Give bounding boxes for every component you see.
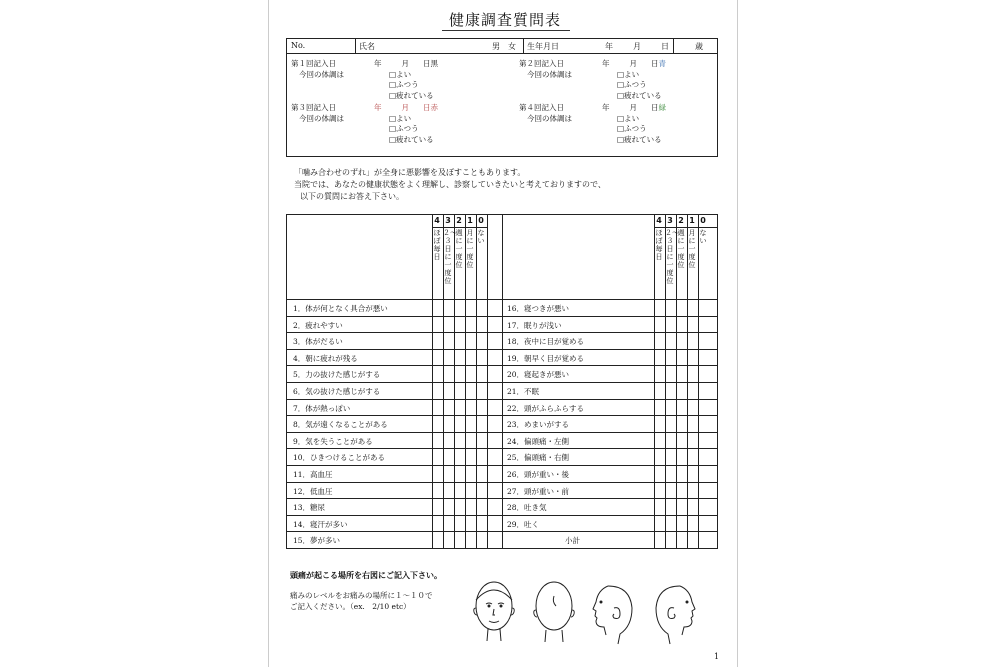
answer-cell[interactable]	[454, 515, 465, 532]
answer-cell[interactable]	[432, 299, 443, 316]
answer-cell[interactable]	[454, 482, 465, 499]
answer-cell[interactable]	[432, 531, 443, 548]
answer-cell[interactable]	[476, 482, 487, 499]
answer-cell[interactable]	[654, 332, 665, 349]
answer-cell[interactable]	[443, 515, 454, 532]
answer-cell[interactable]	[465, 365, 476, 382]
questionnaire-table	[286, 214, 718, 549]
question-item: 2．疲れやすい	[293, 320, 343, 330]
answer-cell[interactable]	[687, 399, 698, 416]
answer-cell[interactable]	[698, 349, 709, 366]
answer-cell[interactable]	[476, 382, 487, 399]
answer-cell[interactable]	[465, 482, 476, 499]
answer-cell[interactable]	[443, 465, 454, 482]
patient-info-row	[287, 39, 717, 54]
answer-cell[interactable]	[698, 399, 709, 416]
question-item: 7．体が熱っぽい	[293, 403, 351, 413]
question-item: 25．偏頭痛・右側	[507, 453, 570, 463]
right-score-number: 3	[667, 216, 673, 225]
condition-option[interactable]: □ 疲れている	[291, 91, 438, 102]
answer-cell[interactable]	[465, 465, 476, 482]
answer-cell[interactable]	[476, 465, 487, 482]
question-item: 13．糖尿	[293, 503, 326, 513]
row-divider	[287, 399, 717, 400]
answer-cell[interactable]	[443, 482, 454, 499]
answer-cell[interactable]	[698, 432, 709, 449]
answer-cell[interactable]	[476, 299, 487, 316]
left-score-label: 月に一度位	[466, 229, 474, 269]
answer-cell[interactable]	[676, 382, 687, 399]
answer-cell[interactable]	[454, 432, 465, 449]
condition-option[interactable]: □ よい	[519, 114, 666, 125]
answer-cell[interactable]	[698, 332, 709, 349]
answer-cell[interactable]	[676, 498, 687, 515]
row-divider	[287, 382, 717, 383]
answer-cell[interactable]	[676, 316, 687, 333]
answer-cell[interactable]	[654, 365, 665, 382]
left-score-label: ない	[477, 229, 485, 245]
answer-cell[interactable]	[432, 432, 443, 449]
row-divider	[287, 482, 717, 483]
divider	[673, 39, 674, 53]
answer-cell[interactable]	[687, 432, 698, 449]
left-score-number: 2	[456, 216, 462, 225]
left-score-number: 1	[467, 216, 473, 225]
question-item: 17．眠りが浅い	[507, 320, 562, 330]
answer-cell[interactable]	[676, 332, 687, 349]
row-divider	[287, 316, 717, 317]
right-score-label: 月に一度位	[688, 229, 696, 269]
answer-cell[interactable]	[665, 316, 676, 333]
answer-cell[interactable]	[454, 349, 465, 366]
right-score-label: ない	[699, 229, 707, 245]
question-item: 15．夢が多い	[293, 536, 341, 546]
divider	[523, 39, 524, 53]
condition-option[interactable]: □ 疲れている	[519, 135, 666, 146]
answer-cell[interactable]	[465, 316, 476, 333]
question-item: 9．気を失うことがある	[293, 436, 373, 446]
answer-cell[interactable]	[687, 299, 698, 316]
record-label: 第４回記入日	[519, 103, 564, 112]
answer-cell[interactable]	[465, 415, 476, 432]
question-item: 23．めまいがする	[507, 420, 570, 430]
row-divider	[287, 349, 717, 350]
question-item: 21．不眠	[507, 387, 540, 396]
answer-cell[interactable]	[687, 448, 698, 465]
answer-cell[interactable]	[687, 349, 698, 366]
answer-cell[interactable]	[443, 415, 454, 432]
condition-option[interactable]: □ ふつう	[519, 124, 666, 135]
question-item: 26．頭が重い・後	[507, 470, 570, 479]
question-item: 11．高血圧	[293, 470, 333, 479]
right-score-number: 4	[656, 216, 662, 225]
answer-cell[interactable]	[443, 332, 454, 349]
head-back-icon	[534, 582, 575, 642]
question-item: 8．気が遠くなることがある	[293, 420, 388, 430]
answer-cell[interactable]	[698, 316, 709, 333]
question-item: 19．朝早く目が覚める	[507, 353, 585, 363]
answer-cell[interactable]	[665, 448, 676, 465]
birth-day-label: 日	[661, 42, 669, 51]
right-score-number: 2	[678, 216, 684, 225]
left-score-number: 3	[445, 216, 451, 225]
head-left-profile-icon	[656, 586, 695, 644]
day-label: 日	[651, 59, 659, 68]
answer-cell[interactable]	[432, 365, 443, 382]
answer-cell[interactable]	[687, 515, 698, 532]
row-divider	[287, 299, 717, 300]
answer-cell[interactable]	[654, 448, 665, 465]
row-divider	[287, 448, 717, 449]
birthdate-label: 生年月日	[527, 42, 559, 51]
answer-cell[interactable]	[476, 432, 487, 449]
year-label: 年	[602, 103, 610, 112]
no-label: No.	[291, 41, 306, 50]
year-label: 年	[374, 59, 382, 68]
answer-cell[interactable]	[687, 498, 698, 515]
intro-line: 「噛み合わせのずれ」が全身に悪影響を及ぼすこともあります。	[294, 168, 526, 177]
answer-cell[interactable]	[454, 465, 465, 482]
answer-cell[interactable]	[443, 531, 454, 548]
answer-cell[interactable]	[476, 531, 487, 548]
answer-cell[interactable]	[665, 498, 676, 515]
question-item: 14．寝汗が多い	[293, 519, 348, 529]
answer-cell[interactable]	[687, 482, 698, 499]
question-item: 3．体がだるい	[293, 337, 343, 347]
answer-cell[interactable]	[654, 498, 665, 515]
answer-cell[interactable]	[443, 448, 454, 465]
question-item: 29．吐く	[507, 519, 540, 529]
answer-cell[interactable]	[432, 482, 443, 499]
answer-cell[interactable]	[476, 399, 487, 416]
left-score-number: 4	[434, 216, 440, 225]
answer-cell[interactable]	[465, 498, 476, 515]
answer-cell[interactable]	[665, 432, 676, 449]
row-divider	[287, 465, 717, 466]
condition-option[interactable]: □ よい	[291, 114, 438, 125]
note-line: ご記入ください。（ex. 2/10 etc）	[290, 602, 411, 611]
record-3	[291, 103, 438, 145]
condition-option[interactable]: □ ふつう	[519, 80, 666, 91]
answer-cell[interactable]	[665, 365, 676, 382]
birth-month-label: 月	[633, 42, 641, 51]
answer-cell[interactable]	[443, 498, 454, 515]
answer-cell[interactable]	[443, 365, 454, 382]
answer-cell[interactable]	[454, 399, 465, 416]
condition-option[interactable]: □ ふつう	[291, 124, 438, 135]
note-line: 痛みのレベルをお痛みの場所に１〜１０で	[290, 591, 433, 600]
answer-cell[interactable]	[432, 448, 443, 465]
right-score-label: ２〜３日に一度位	[665, 229, 679, 285]
answer-cell[interactable]	[698, 515, 709, 532]
answer-cell[interactable]	[454, 382, 465, 399]
right-score-label: ほぼ毎日	[655, 229, 663, 261]
answer-cell[interactable]	[665, 415, 676, 432]
ink-color: 緑	[658, 103, 666, 112]
right-score-label: 週に一度位	[677, 229, 685, 269]
answer-cell[interactable]	[454, 299, 465, 316]
answer-cell[interactable]	[432, 515, 443, 532]
answer-cell[interactable]	[476, 498, 487, 515]
question-item: 10．ひきつけることがある	[293, 453, 386, 463]
score-header-line	[654, 227, 717, 228]
male-option[interactable]: 男	[492, 42, 500, 51]
answer-cell[interactable]	[654, 482, 665, 499]
day-label: 日	[423, 103, 431, 112]
patient-info-box	[286, 38, 718, 157]
answer-cell[interactable]	[432, 349, 443, 366]
question-item: 16．寝つきが悪い	[507, 304, 570, 313]
record-4	[519, 103, 666, 145]
month-label: 月	[401, 59, 409, 68]
answer-cell[interactable]	[432, 382, 443, 399]
answer-cell[interactable]	[665, 349, 676, 366]
answer-cell[interactable]	[676, 365, 687, 382]
day-label: 日	[423, 59, 431, 68]
answer-cell[interactable]	[443, 399, 454, 416]
answer-cell[interactable]	[665, 482, 676, 499]
answer-cell[interactable]	[676, 448, 687, 465]
answer-cell[interactable]	[654, 299, 665, 316]
question-item: 28．吐き気	[507, 503, 547, 513]
birth-year-label: 年	[605, 42, 613, 51]
answer-cell[interactable]	[476, 316, 487, 333]
answer-cell[interactable]	[676, 349, 687, 366]
answer-cell[interactable]	[465, 399, 476, 416]
answer-cell[interactable]	[665, 515, 676, 532]
head-front-icon	[474, 582, 515, 641]
headache-instruction: 頭痛が起こる場所を右図にご記入下さい。	[290, 570, 442, 580]
answer-cell[interactable]	[476, 448, 487, 465]
record-label: 第２回記入日	[519, 59, 564, 68]
year-label: 年	[374, 103, 382, 112]
ink-color: 黒	[430, 59, 438, 68]
answer-cell[interactable]	[665, 299, 676, 316]
row-divider	[287, 515, 717, 516]
ink-color: 青	[658, 59, 666, 68]
answer-cell[interactable]	[465, 515, 476, 532]
intro-line: 当院では、あなたの健康状態をよく理解し、診察していきたいと考えておりますので、	[294, 180, 606, 189]
answer-cell[interactable]	[465, 448, 476, 465]
answer-cell[interactable]	[454, 332, 465, 349]
answer-cell[interactable]	[476, 515, 487, 532]
right-score-number: 1	[689, 216, 695, 225]
answer-cell[interactable]	[432, 399, 443, 416]
answer-cell[interactable]	[698, 465, 709, 482]
day-label: 日	[651, 103, 659, 112]
record-label: 第１回記入日	[291, 59, 336, 68]
answer-cell[interactable]	[665, 465, 676, 482]
answer-cell[interactable]	[443, 382, 454, 399]
answer-cell[interactable]	[454, 531, 465, 548]
condition-label: 今回の体調は	[299, 113, 344, 123]
year-label: 年	[602, 59, 610, 68]
answer-cell[interactable]	[654, 415, 665, 432]
question-item: 27．頭が重い・前	[507, 486, 570, 496]
name-label: 氏名	[359, 42, 375, 51]
row-divider	[287, 365, 717, 366]
question-item: 1．体が何となく具合が悪い	[293, 304, 388, 313]
answer-cell[interactable]	[443, 299, 454, 316]
question-item: 22．頭がふらふらする	[507, 403, 585, 413]
answer-cell[interactable]	[454, 316, 465, 333]
condition-label: 今回の体調は	[527, 113, 572, 123]
answer-cell[interactable]	[698, 382, 709, 399]
intro-line: 以下の質問にお答え下さい。	[300, 192, 404, 201]
row-divider	[287, 332, 717, 333]
condition-option[interactable]: □ よい	[291, 70, 438, 81]
answer-cell[interactable]	[454, 415, 465, 432]
answer-cell[interactable]	[432, 415, 443, 432]
question-item: 24．偏頭痛・左側	[507, 436, 570, 446]
answer-cell[interactable]	[676, 465, 687, 482]
answer-cell[interactable]	[443, 316, 454, 333]
answer-cell[interactable]	[465, 432, 476, 449]
answer-cell[interactable]	[654, 349, 665, 366]
answer-cell[interactable]	[665, 332, 676, 349]
month-label: 月	[629, 59, 637, 68]
question-item: 12．低血圧	[293, 486, 333, 496]
answer-cell[interactable]	[465, 299, 476, 316]
question-item: 20．寝起きが悪い	[507, 370, 570, 380]
answer-cell[interactable]	[676, 399, 687, 416]
answer-cell[interactable]	[665, 399, 676, 416]
answer-cell[interactable]	[476, 332, 487, 349]
ink-color: 赤	[430, 103, 438, 112]
record-2	[519, 59, 666, 101]
row-divider	[287, 415, 717, 416]
answer-cell[interactable]	[687, 415, 698, 432]
divider	[355, 39, 356, 53]
answer-cell[interactable]	[654, 316, 665, 333]
head-right-profile-icon	[593, 586, 632, 644]
condition-option[interactable]: □ ふつう	[291, 80, 438, 91]
row-divider	[287, 432, 717, 433]
answer-cell[interactable]	[432, 498, 443, 515]
answer-cell[interactable]	[698, 531, 709, 548]
answer-cell[interactable]	[687, 531, 698, 548]
answer-cell[interactable]	[432, 332, 443, 349]
pain-level-note	[290, 590, 433, 612]
intro-text	[294, 167, 724, 203]
answer-cell[interactable]	[676, 415, 687, 432]
left-score-number: 0	[478, 216, 484, 225]
month-label: 月	[401, 103, 409, 112]
answer-cell[interactable]	[476, 415, 487, 432]
record-label: 第３回記入日	[291, 103, 336, 112]
answer-cell[interactable]	[465, 531, 476, 548]
question-item: 6．気の抜けた感じがする	[293, 387, 381, 396]
month-label: 月	[629, 103, 637, 112]
row-divider	[287, 531, 717, 532]
condition-label: 今回の体調は	[527, 69, 572, 79]
answer-cell[interactable]	[454, 498, 465, 515]
age-label: 歳	[695, 42, 703, 51]
record-1	[291, 59, 438, 101]
answer-cell[interactable]	[687, 382, 698, 399]
question-item: 5．力の抜けた感じがする	[293, 370, 381, 380]
condition-label: 今回の体調は	[299, 69, 344, 79]
right-score-number: 0	[700, 216, 706, 225]
answer-cell[interactable]	[698, 482, 709, 499]
condition-option[interactable]: □ 疲れている	[519, 91, 666, 102]
answer-cell[interactable]	[465, 349, 476, 366]
answer-cell[interactable]	[454, 448, 465, 465]
answer-cell[interactable]	[432, 316, 443, 333]
question-item: 18．夜中に目が覚める	[507, 337, 585, 347]
subtotal-label: 小計	[565, 536, 580, 546]
title-underline	[442, 30, 570, 31]
answer-cell[interactable]	[476, 349, 487, 366]
answer-cell[interactable]	[654, 515, 665, 532]
answer-cell[interactable]	[676, 432, 687, 449]
answer-cell[interactable]	[465, 382, 476, 399]
answer-cell[interactable]	[432, 465, 443, 482]
answer-cell[interactable]	[443, 349, 454, 366]
left-score-label: ２〜３日に一度位	[443, 229, 457, 285]
answer-cell[interactable]	[465, 332, 476, 349]
answer-cell[interactable]	[698, 498, 709, 515]
answer-cell[interactable]	[654, 399, 665, 416]
score-header-line	[432, 227, 487, 228]
answer-cell[interactable]	[665, 531, 676, 548]
answer-cell[interactable]	[676, 299, 687, 316]
answer-cell[interactable]	[676, 482, 687, 499]
answer-cell[interactable]	[687, 365, 698, 382]
answer-cell[interactable]	[654, 465, 665, 482]
row-divider	[287, 498, 717, 499]
female-option[interactable]: 女	[508, 42, 516, 51]
condition-option[interactable]: □ よい	[519, 70, 666, 81]
answer-cell[interactable]	[676, 531, 687, 548]
answer-cell[interactable]	[654, 432, 665, 449]
question-item: 4．朝に疲れが残る	[293, 353, 358, 363]
left-score-label: 週に一度位	[455, 229, 463, 269]
answer-cell[interactable]	[476, 365, 487, 382]
answer-cell[interactable]	[654, 531, 665, 548]
answer-cell[interactable]	[698, 415, 709, 432]
answer-cell[interactable]	[665, 382, 676, 399]
answer-cell[interactable]	[687, 332, 698, 349]
answer-cell[interactable]	[654, 382, 665, 399]
answer-cell[interactable]	[687, 316, 698, 333]
head-diagram[interactable]	[468, 578, 708, 646]
page-number: 1	[714, 652, 720, 661]
left-score-label: ほぼ毎日	[433, 229, 441, 261]
answer-cell[interactable]	[676, 515, 687, 532]
answer-cell[interactable]	[687, 465, 698, 482]
answer-cell[interactable]	[698, 365, 709, 382]
page-title: 健康調査質問表	[448, 11, 561, 29]
answer-cell[interactable]	[698, 448, 709, 465]
answer-cell[interactable]	[454, 365, 465, 382]
answer-cell[interactable]	[443, 432, 454, 449]
condition-option[interactable]: □ 疲れている	[291, 135, 438, 146]
answer-cell[interactable]	[698, 299, 709, 316]
